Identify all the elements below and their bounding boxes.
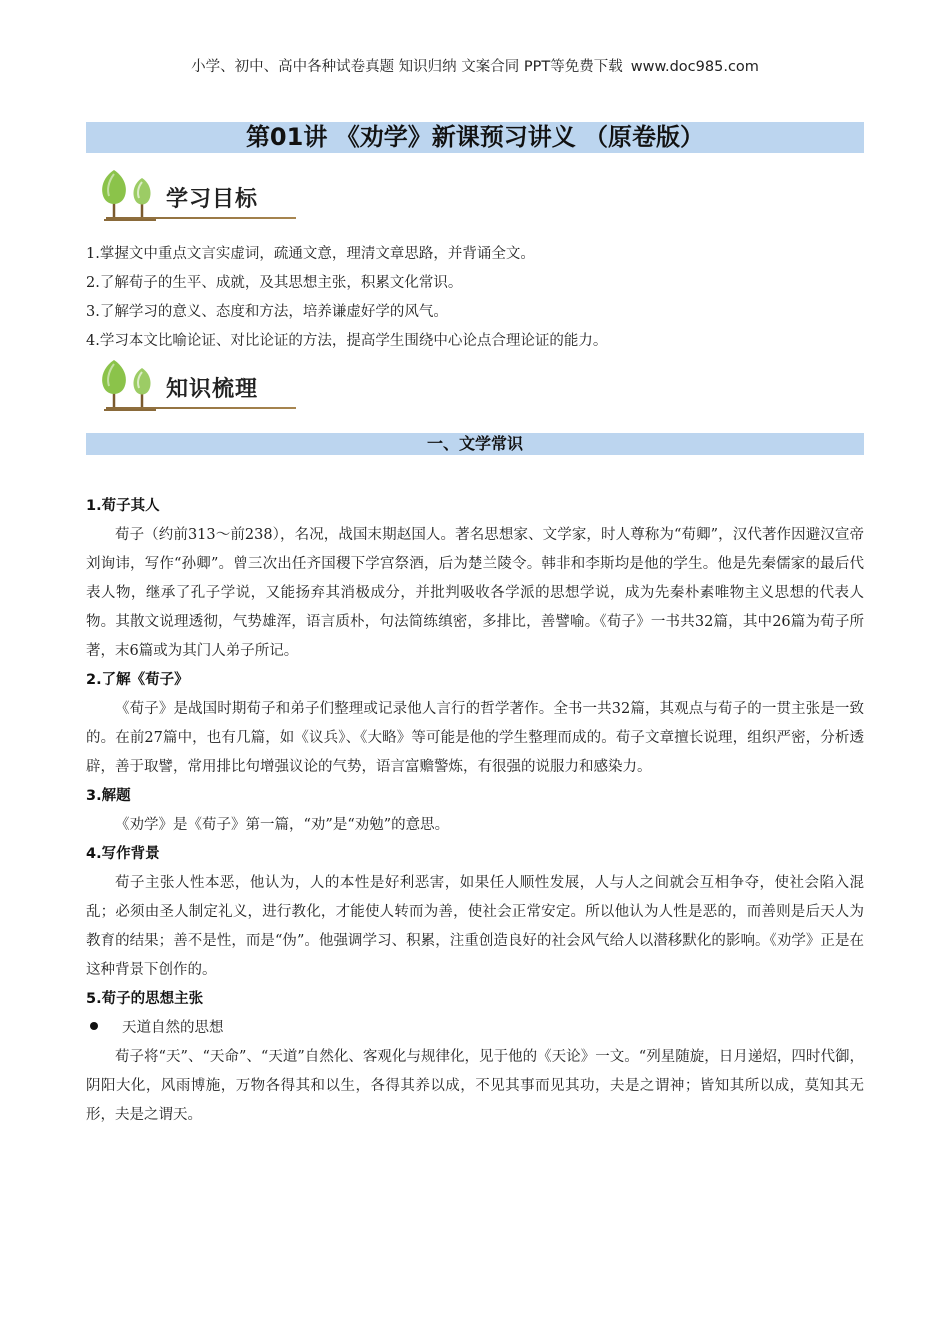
block-heading: 4.写作背景	[86, 846, 160, 862]
tree-icon	[96, 168, 160, 224]
subsection-title: 一、文学常识	[86, 433, 864, 455]
section-header-knowledge	[96, 358, 301, 414]
block-heading: 3.解题	[86, 788, 131, 804]
block-paragraph: 荀子主张人性本恶，他认为，人的本性是好利恶害，如果任人顺性发展，人与人之间就会互相争夺，使社会陷入混乱；必须由圣人制定礼义，进行教化，才能使人转而为善，使社会正常安定。所以他认为人性是恶的，而善则是后天人为教育的结果；善不是性，而是“伪”。他强调学习、积累，注重创造良好的社会风气给人以潜移默化的影响。《劝学》正是在这种背景下创作的。	[86, 875, 864, 978]
block-paragraph: 《劝学》是《荀子》第一篇，“劝”是“劝勉”的意思。	[115, 817, 450, 833]
section-underline	[106, 217, 296, 219]
block-paragraph: 荀子将“天”、“天命”、“天道”自然化、客观化与规律化，见于他的《天论》一文。“列星随旋，日月递炤，四时代御，阴阳大化，风雨博施，万物各得其和以生，各得其养以成，不见其事而见其功，夫是之谓神；皆知其所以成，莫知其无形，夫是之谓天。	[86, 1049, 864, 1123]
objectives-list	[86, 240, 866, 356]
objective-item: 4.学习本文比喻论证、对比论证的方法，提高学生围绕中心论点合理论证的能力。	[86, 333, 608, 349]
section-underline	[106, 407, 296, 409]
content-body	[86, 492, 864, 1130]
section-label-objectives: 学习目标	[166, 187, 259, 212]
block-heading: 2.了解《荀子》	[86, 672, 189, 688]
bullet-text: 天道自然的思想	[122, 1020, 224, 1036]
section-label-knowledge: 知识梳理	[166, 377, 259, 402]
block-paragraph: 荀子（约前313～前238），名况，战国末期赵国人。著名思想家、文学家，时人尊称为“荀卿”，汉代著作因避汉宣帝刘询讳，写作“孙卿”。曾三次出任齐国稷下学宫祭酒，后为楚兰陵令。韩非和李斯均是他的学生。他是先秦儒家的最后代表人物，继承了孔子学说，又能扬弃其消极成分，并批判吸收各学派的思想学说，成为先秦朴素唯物主义思想的代表人物。其散文说理透彻，气势雄浑，语言质朴，句法简练缜密，多排比，善譬喻。《荀子》一书共32篇，其中26篇为荀子所著，末6篇或为其门人弟子所记。	[86, 527, 864, 659]
objective-item: 1.掌握文中重点文言实虚词，疏通文意，理清文章思路，并背诵全文。	[86, 246, 535, 262]
block-paragraph: 《荀子》是战国时期荀子和弟子们整理或记录他人言行的哲学著作。全书一共32篇，其观点与荀子的一贯主张是一致的。在前27篇中，也有几篇，如《议兵》、《大略》等可能是他的学生整理而成的。荀子文章擅长说理，组织严密，分析透辟，善于取譬，常用排比句增强议论的气势，语言富赡警炼，有很强的说服力和感染力。	[86, 701, 864, 775]
block-heading: 5.荀子的思想主张	[86, 991, 204, 1007]
bullet-item	[86, 1014, 864, 1043]
tree-icon	[96, 358, 160, 414]
objective-item: 3.了解学习的意义、态度和方法，培养谦虚好学的风气。	[86, 304, 448, 320]
bullet-dot-icon	[90, 1022, 98, 1030]
page-title: 第01讲 《劝学》新课预习讲义 （原卷版）	[86, 122, 864, 153]
header-banner	[0, 55, 950, 76]
section-header-objectives	[96, 168, 301, 224]
banner-text: 小学、初中、高中各种试卷真题 知识归纳 文案合同 PPT等免费下载	[191, 59, 623, 75]
objective-item: 2.了解荀子的生平、成就，及其思想主张，积累文化常识。	[86, 275, 463, 291]
block-heading: 1.荀子其人	[86, 498, 160, 514]
banner-url[interactable]: www.doc985.com	[630, 59, 759, 75]
